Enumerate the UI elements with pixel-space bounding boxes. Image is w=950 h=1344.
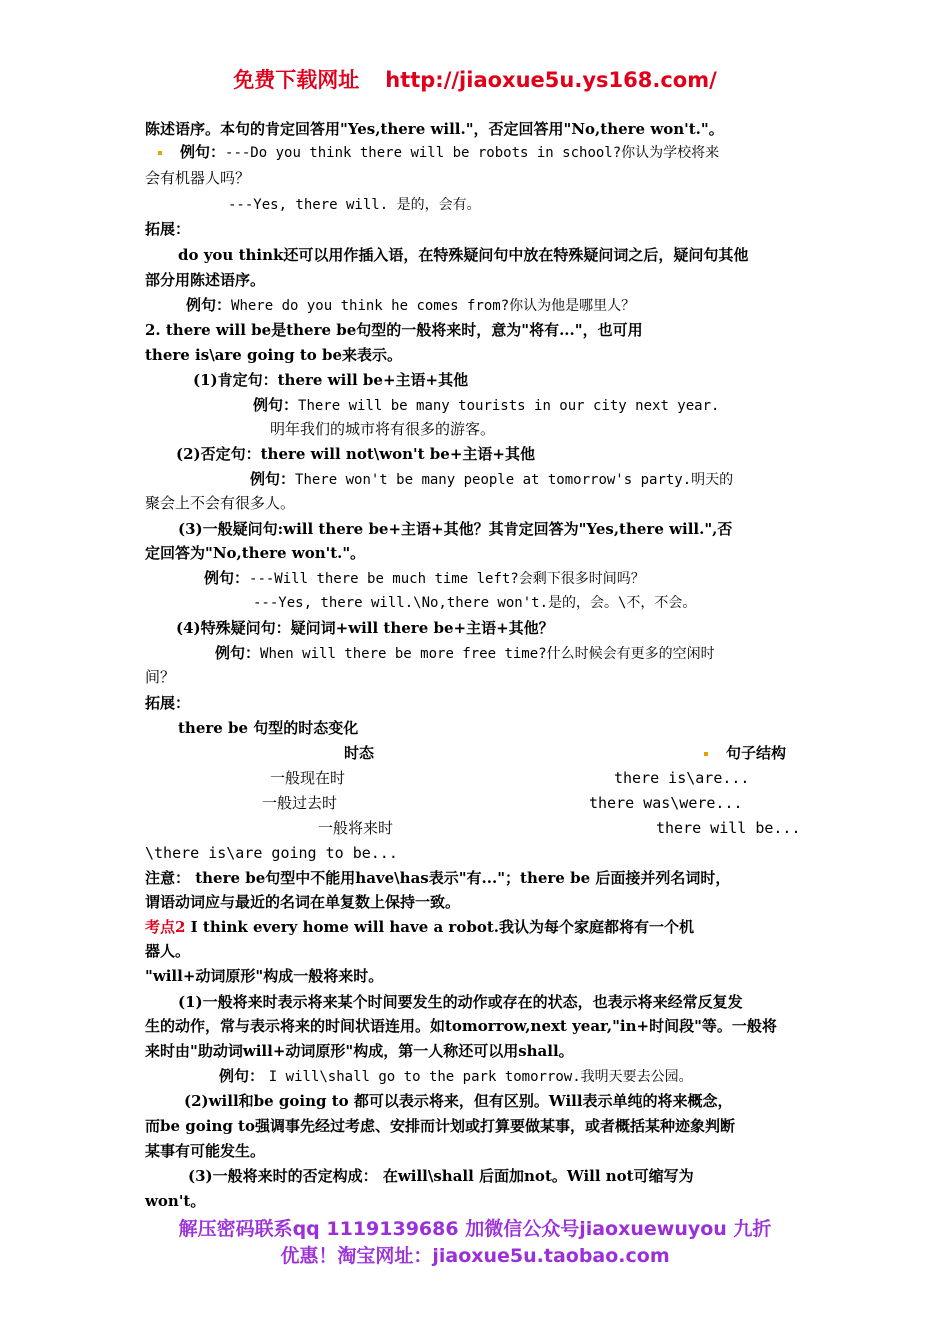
table-title: there be 句型的时态变化 [178, 719, 359, 737]
footer-line-1: 解压密码联系qq 1119139686 加微信公众号jiaoxuewuyou 九折 [178, 1218, 772, 1240]
para-line: won't。 [145, 1192, 206, 1210]
subpoint-cont: 定回答为"No,there won't."。 [145, 544, 366, 562]
example-line: 例句： I will\shall go to the park tomorrow.我明天要去公园。 [219, 1067, 693, 1085]
header-banner [0, 64, 950, 94]
table-cell: there will be... [656, 819, 801, 837]
subpoint: (2)否定句：there will not\won't be+主语+其他 [176, 445, 535, 463]
para-line: 2. there will be是there be句型的一般将来时，意为"将有..."，也可用 [145, 321, 643, 339]
extension-label: 拓展： [145, 694, 191, 712]
header-label: 免费下载网址 [233, 68, 360, 92]
note-line: 注意： there be句型中不能用have\has表示"有..."；there be 后面接并列名词时， [145, 869, 731, 887]
subpoint: (1)肯定句：there will be+主语+其他 [193, 371, 469, 389]
para-line: 生的动作，常与表示将来的时间状语连用。如tomorrow,next year,"in+时间段"等。一般将 [145, 1017, 777, 1035]
example-line: 例句：There will be many tourists in our city next year. [253, 396, 720, 414]
table-cell: 一般过去时 [262, 794, 338, 812]
footer-line-2[interactable]: 优惠！淘宝网址：jiaoxue5u.taobao.com [280, 1245, 670, 1267]
table-cell: \there is\are going to be... [145, 844, 398, 862]
example-line: 例句：When will there be more free time?什么时候会有更多的空闲时 [215, 644, 715, 662]
para-line: there is\are going to be来表示。 [145, 346, 403, 364]
table-cell: 一般将来时 [318, 819, 394, 837]
example-answer: ---Yes, there will.\No,there won't.是的，会。\不，不会。 [253, 595, 697, 611]
example-cont: 聚会上不会有很多人。 [145, 494, 296, 512]
note-line: 谓语动词应与最近的名词在单复数上保持一致。 [145, 893, 461, 911]
key-point: 考点2 I think every home will have a robot.我认为每个家庭都将有一个机 [145, 918, 694, 936]
example-line: 例句：There won't be many people at tomorrow's party.明天的 [250, 470, 734, 488]
example-line: 例句：Where do you think he comes from?你认为他是哪里人？ [186, 296, 636, 314]
subpoint: (3)一般疑问句:will there be+主语+其他？其肯定回答为"Yes,there will.",否 [178, 520, 733, 538]
example-cont: 会有机器人吗？ [145, 169, 251, 187]
table-header: 时态 [344, 744, 375, 762]
table-header: 句子结构 [704, 741, 786, 765]
para-line: do you think还可以用作插入语，在特殊疑问句中放在特殊疑问词之后，疑问句其他 [178, 246, 749, 264]
example-answer: ---Yes, there will. 是的，会有。 [228, 197, 481, 213]
subpoint: (4)特殊疑问句：疑问词+will there be+主语+其他？ [176, 619, 554, 637]
key-point-cont: 器人。 [145, 942, 191, 960]
para-line: 某事有可能发生。 [145, 1142, 266, 1160]
para-line: (2)will和be going to 都可以表示将来，但有区别。Will表示单纯的将来概念， [184, 1092, 733, 1110]
para-line: "will+动词原形"构成一般将来时。 [145, 967, 384, 985]
para-line: (3)一般将来时的否定构成： 在will\shall 后面加not。Will not可缩写为 [188, 1167, 694, 1185]
para-line: 而be going to强调事先经过考虑、安排而计划或打算要做某事，或者概括某种迹象判断 [145, 1117, 735, 1135]
example-line: 例句：---Will there be much time left?会剩下很多时间吗？ [204, 569, 645, 587]
header-url[interactable]: http://jiaoxue5u.ys168.com/ [385, 68, 717, 92]
bullet-dot-icon [158, 151, 162, 155]
table-cell: 一般现在时 [270, 769, 346, 787]
bullet-dot-icon [704, 752, 708, 756]
example-line: 例句：---Do you think there will be robots in school?你认为学校将来 [158, 140, 719, 165]
para-line: (1)一般将来时表示将来某个时间要发生的动作或存在的状态，也表示将来经常反复发 [178, 993, 743, 1011]
example-cont: 间？ [145, 668, 176, 686]
para-line: 来时由"助动词will+动词原形"构成，第一人称还可以用shall。 [145, 1042, 574, 1060]
table-cell: there was\were... [589, 794, 743, 812]
extension-label: 拓展： [145, 220, 191, 238]
para-line: 部分用陈述语序。 [145, 271, 266, 289]
table-cell: there is\are... [614, 769, 750, 787]
key-point-label: 考点2 [145, 918, 186, 936]
para-line: 陈述语序。本句的肯定回答用"Yes,there will."，否定回答用"No,there won't."。 [145, 120, 724, 138]
example-translation: 明年我们的城市将有很多的游客。 [270, 420, 496, 438]
